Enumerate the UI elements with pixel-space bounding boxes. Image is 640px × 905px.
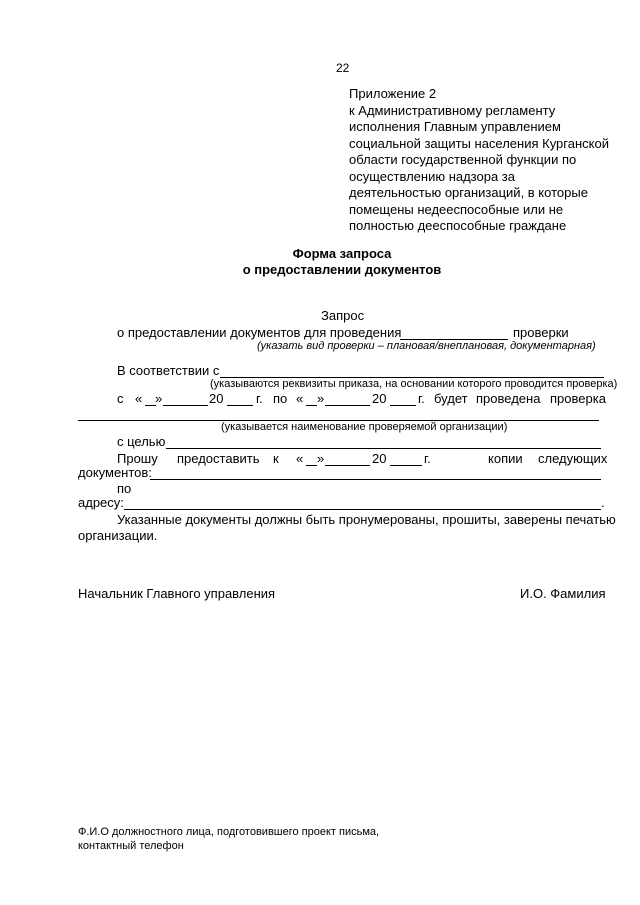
signature-name: И.О. Фамилия bbox=[520, 586, 606, 601]
period-to: по bbox=[273, 391, 288, 406]
appendix-block bbox=[349, 86, 609, 235]
purpose-label: с целью bbox=[117, 434, 166, 449]
to-label: по bbox=[117, 481, 132, 496]
documents-label: документов: bbox=[78, 465, 152, 480]
notice-line-2: организации. bbox=[78, 528, 158, 543]
please-word-2: предоставить bbox=[177, 451, 260, 466]
hint-order: (указываются реквизиты приказа, на основании которого проводится проверка) bbox=[210, 378, 618, 390]
period-start-year-field[interactable] bbox=[227, 405, 253, 406]
signature-position: Начальник Главного управления bbox=[78, 586, 276, 601]
footer-line-2: контактный телефон bbox=[78, 840, 184, 852]
notice-line-1: Указанные документы должны быть пронумерованы, прошиты, заверены печатью bbox=[117, 512, 616, 527]
period-start-quote-open: « bbox=[135, 391, 143, 406]
appendix-line: области государственной функции по bbox=[349, 152, 577, 167]
please-word-4: копии bbox=[488, 451, 523, 466]
period-end-month-field[interactable] bbox=[325, 405, 370, 406]
form-title bbox=[0, 246, 640, 278]
please-year-prefix: 20 bbox=[372, 451, 387, 466]
footer-line-1: Ф.И.О должностного лица, подготовившего проект письма, bbox=[78, 826, 380, 838]
period-start-year-prefix: 20 bbox=[209, 391, 224, 406]
period-end-quote-close: » bbox=[317, 391, 325, 406]
please-day-field[interactable] bbox=[306, 465, 317, 466]
appendix-line: полностью дееспособные граждане bbox=[349, 218, 567, 233]
please-quote-open: « bbox=[296, 451, 304, 466]
period-end-day-field[interactable] bbox=[306, 405, 317, 406]
please-word-3: к bbox=[273, 451, 279, 466]
request-line1-start: о предоставлении документов для проведения bbox=[117, 325, 402, 340]
documents-list-field[interactable] bbox=[150, 479, 601, 480]
period-will-be: будет bbox=[434, 391, 468, 406]
purpose-field[interactable] bbox=[166, 448, 601, 449]
appendix-line: исполнения Главным управлением bbox=[349, 119, 561, 134]
period-end-year-suffix: г. bbox=[418, 391, 425, 406]
request-line1-end: проверки bbox=[513, 325, 569, 340]
please-quote-close: » bbox=[317, 451, 325, 466]
hint-org: (указывается наименование проверяемой организации) bbox=[221, 421, 508, 433]
address-end: . bbox=[601, 495, 605, 510]
period-end-quote-open: « bbox=[296, 391, 304, 406]
appendix-line: социальной защиты населения Курганской bbox=[349, 135, 609, 151]
please-word-1: Прошу bbox=[117, 451, 158, 466]
appendix-line: помещены недееспособные или не bbox=[349, 201, 564, 217]
please-year-suffix: г. bbox=[424, 451, 431, 466]
appendix-line: деятельностью организаций, в которые bbox=[349, 185, 588, 200]
period-end-year-field[interactable] bbox=[390, 405, 416, 406]
request-heading: Запрос bbox=[321, 308, 365, 323]
please-month-field[interactable] bbox=[325, 465, 370, 466]
form-title-line-2: о предоставлении документов bbox=[242, 262, 442, 277]
period-start-month-field[interactable] bbox=[163, 405, 208, 406]
appendix-line: к Административному регламенту bbox=[349, 102, 556, 118]
address-field[interactable] bbox=[124, 509, 601, 510]
period-conducted: проведена bbox=[476, 391, 541, 406]
appendix-line: Приложение 2 bbox=[349, 86, 437, 101]
appendix-line: осуществлению надзора за bbox=[349, 168, 515, 184]
address-label: адресу: bbox=[78, 495, 124, 510]
period-check: проверка bbox=[550, 391, 606, 406]
period-start-quote-close: » bbox=[155, 391, 163, 406]
period-from: с bbox=[117, 391, 124, 406]
please-word-5: следующих bbox=[538, 451, 608, 466]
period-end-year-prefix: 20 bbox=[372, 391, 387, 406]
hint-check-type: (указать вид проверки – плановая/внеплановая, документарная) bbox=[257, 340, 596, 352]
period-start-year-suffix: г. bbox=[256, 391, 263, 406]
please-year-field[interactable] bbox=[390, 465, 422, 466]
accordance-label: В соответствии с bbox=[117, 363, 220, 378]
form-title-line-1: Форма запроса bbox=[292, 246, 392, 261]
page-number: 22 bbox=[336, 61, 350, 75]
